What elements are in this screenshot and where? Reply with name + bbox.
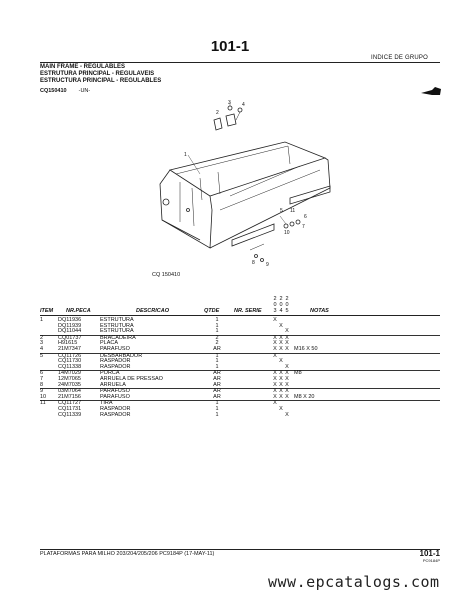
- col-serial: NR. SERIE: [234, 308, 262, 314]
- model-mark: X: [279, 358, 283, 365]
- part-notes: M8: [294, 370, 302, 377]
- callout-2: 2: [216, 110, 219, 116]
- part-description: BRACADEIRA: [100, 334, 136, 341]
- part-number: CQ11731: [58, 405, 82, 412]
- item-number: 4: [40, 345, 44, 352]
- part-number: DQ11936: [58, 317, 82, 323]
- item-number: 1: [40, 317, 44, 323]
- part-description: PARAFUSO: [100, 393, 130, 400]
- item-number: 8: [40, 381, 44, 388]
- callout-10: 10: [284, 230, 290, 236]
- part-description: ARRUELA DE PRESSAO: [100, 375, 163, 382]
- model-mark: X: [285, 411, 289, 418]
- footer-divider: [40, 549, 440, 550]
- part-description: RASPADOR: [100, 363, 131, 370]
- part-qty: AR: [213, 345, 221, 352]
- part-description: ESTRUTURA: [100, 317, 134, 323]
- part-number: 14M7029: [58, 370, 81, 377]
- part-description: RASPADOR: [100, 405, 131, 412]
- callout-9: 9: [266, 262, 269, 268]
- part-qty: 1: [215, 363, 219, 370]
- col-part-no: NR.PECA: [66, 308, 91, 314]
- part-description: PLACA: [100, 340, 119, 347]
- watermark: www.epcatalogs.com: [268, 573, 440, 591]
- model-mark: X: [273, 375, 277, 382]
- item-number: 2: [40, 334, 44, 341]
- part-qty: 1: [215, 352, 219, 359]
- callout-8: 8: [252, 260, 255, 266]
- part-qty: 1: [215, 400, 219, 407]
- item-number: 6: [40, 370, 44, 377]
- part-number: 24M7035: [58, 381, 81, 388]
- part-number: DQ11939: [58, 322, 82, 329]
- section-title-pt: ESTRUTURA PRINCIPAL - REGULAVEIS: [40, 71, 155, 77]
- item-number: 9: [40, 388, 44, 395]
- callout-1: 1: [184, 152, 187, 158]
- part-notes: M16 X 50: [294, 345, 318, 352]
- col-qty: QTDE: [204, 308, 220, 314]
- part-number: CQ11339: [58, 411, 82, 418]
- footer-page-number: 101-1: [419, 549, 440, 558]
- part-number: CQ11730: [58, 358, 82, 365]
- part-description: ARRUELA: [100, 381, 126, 388]
- model-mark: X: [285, 375, 289, 382]
- part-description: ESTRUTURA: [100, 328, 134, 335]
- model-mark: X: [285, 363, 289, 370]
- part-number: 03M7064: [58, 388, 81, 395]
- part-description: PARAFUSO: [100, 388, 130, 395]
- model-mark: X: [273, 340, 277, 347]
- part-qty: 1: [215, 405, 219, 412]
- part-qty: 1: [215, 317, 219, 323]
- group-index-link[interactable]: INDICE DE GRUPO: [370, 55, 428, 61]
- model-mark: X: [273, 381, 277, 388]
- model-mark: X: [285, 328, 289, 335]
- model-mark: X: [279, 345, 283, 352]
- part-qty: 1: [215, 328, 219, 335]
- footer-catalog-info: PLATAFORMAS PARA MILHO 203/204/205/206 PC9184P (17-MAY-11): [40, 551, 215, 557]
- callout-7: 7: [302, 224, 305, 230]
- part-qty: AR: [213, 381, 221, 388]
- part-number: CQ11338: [58, 363, 82, 370]
- model-mark: X: [273, 352, 277, 359]
- callout-3: 3: [228, 100, 231, 106]
- part-qty: AR: [213, 375, 221, 382]
- model-mark: X: [279, 375, 283, 382]
- callout-5: 5: [280, 208, 283, 214]
- model-mark: X: [279, 340, 283, 347]
- model-mark: X: [285, 381, 289, 388]
- model-mark: X: [285, 334, 289, 341]
- col-model-204: 2 0 4: [279, 296, 283, 314]
- parts-table-header: [40, 292, 440, 314]
- callout-11: 11: [290, 208, 296, 214]
- model-mark: X: [285, 370, 289, 377]
- model-mark: X: [273, 393, 277, 400]
- part-qty: AR: [213, 393, 221, 400]
- reference-suffix: -UN-: [78, 88, 91, 94]
- part-notes: M8 X 20: [294, 393, 315, 400]
- part-qty: 1: [215, 358, 219, 365]
- part-description: RASPADOR: [100, 411, 131, 418]
- section-title-en: MAIN FRAME - REGULABLES: [40, 64, 125, 70]
- part-number: DQ11044: [58, 328, 82, 335]
- pointing-hand-icon: [420, 84, 442, 102]
- part-qty: AR: [213, 388, 221, 395]
- model-mark: X: [273, 370, 277, 377]
- footer-sub-code: PC9184P: [422, 558, 440, 563]
- reference-code-value: CQ150410: [40, 88, 67, 94]
- part-qty: 2: [215, 334, 219, 341]
- item-number: 3: [40, 340, 44, 347]
- model-mark: X: [285, 340, 289, 347]
- header-divider: [40, 62, 440, 63]
- part-description: ESTRUTURA: [100, 322, 134, 329]
- model-mark: X: [279, 388, 283, 395]
- part-number: CQ11726: [58, 352, 82, 359]
- item-number: 11: [40, 400, 46, 407]
- model-mark: X: [273, 345, 277, 352]
- callout-6: 6: [304, 214, 307, 220]
- figure-caption: CQ 150410: [152, 272, 181, 278]
- model-mark: X: [279, 393, 283, 400]
- model-mark: X: [279, 405, 283, 412]
- model-mark: X: [273, 317, 277, 323]
- page-title: 101-1: [210, 38, 250, 55]
- part-qty: 1: [215, 411, 219, 418]
- callout-4: 4: [242, 102, 245, 108]
- table-row: [40, 413, 440, 419]
- item-number: 5: [40, 352, 44, 359]
- col-notes: NOTAS: [310, 308, 329, 314]
- model-mark: X: [273, 334, 277, 341]
- part-qty: 2: [215, 340, 219, 347]
- table-header-divider: [40, 315, 440, 316]
- model-mark: X: [273, 400, 277, 407]
- part-qty: 1: [215, 322, 219, 329]
- reference-code: [40, 88, 90, 94]
- part-description: PARAFUSO: [100, 345, 130, 352]
- part-description: DESBARBADOR: [100, 352, 143, 359]
- col-item: ITEM: [40, 308, 54, 314]
- parts-table: [40, 318, 440, 418]
- model-mark: X: [279, 322, 283, 329]
- part-number: 12M7065: [58, 375, 81, 382]
- model-mark: X: [279, 334, 283, 341]
- part-number: 21M7347: [58, 345, 81, 352]
- section-title-es: ESTRUCTURA PRINCIPAL - REGULABLES: [40, 78, 162, 84]
- model-mark: X: [273, 388, 277, 395]
- main-frame-illustration: [140, 100, 340, 275]
- part-description: RASPADOR: [100, 358, 131, 365]
- part-number: CQ11727: [58, 400, 82, 407]
- item-number: 10: [40, 393, 47, 400]
- model-mark: X: [279, 381, 283, 388]
- part-number: 21M7156: [58, 393, 81, 400]
- part-qty: AR: [213, 370, 221, 377]
- part-description: PORCA: [100, 370, 120, 377]
- part-description: TIRA: [100, 400, 113, 407]
- model-mark: X: [285, 345, 289, 352]
- col-description: DESCRICAO: [136, 308, 170, 314]
- model-mark: X: [285, 388, 289, 395]
- part-number: H91615: [58, 340, 78, 347]
- col-model-203: 2 0 3: [273, 296, 277, 314]
- model-mark: X: [279, 370, 283, 377]
- col-model-205: 2 0 5: [285, 296, 289, 314]
- model-mark: X: [285, 393, 289, 400]
- item-number: 7: [40, 375, 44, 382]
- part-number: CQ01737: [58, 334, 82, 341]
